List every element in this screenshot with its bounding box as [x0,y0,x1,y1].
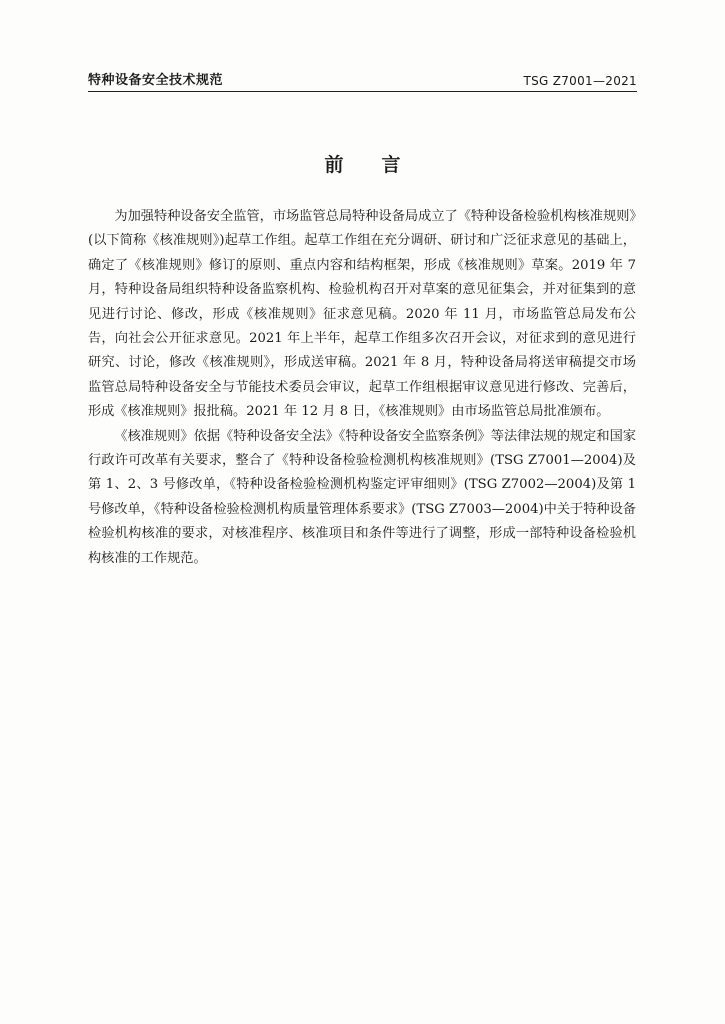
paragraph-2: 《核准规则》依据《特种设备安全法》《特种设备安全监察条例》等法律法规的规定和国家行政许可改革有关要求，整合了《特种设备检验检测机构核准规则》(TSG Z7001—2004)及第 1、2、3 号修改单，《特种设备检验检测机构鉴定评审细则》(TSG Z7002—2004)及第 1 号修改单，《特种设备检验检测机构质量管理体系要求》(TSG Z7003—2004)中关于特种设备检验机构核准的要求，对核准程序、核准项目和条件等进行了调整，形成一部特种设备检验机构核准的工作规范。 [88,428,636,566]
paragraph-1: 为加强特种设备安全监管，市场监管总局特种设备局成立了《特种设备检验机构核准规则》(以下简称《核准规则》)起草工作组。起草工作组在充分调研、研讨和广泛征求意见的基础上，确定了《核准规则》修订的原则、重点内容和结构框架，形成《核准规则》草案。2019 年 7 月，特种设备局组织特种设备监察机构、检验机构召开对草案的意见征集会，并对征集到的意见进行讨论、修改，形成《核准规则》征求意见稿。2020 年 11 月，市场监管总局发布公告，向社会公开征求意见。2021 年上半年，起草工作组多次召开会议，对征求到的意见进行研究、讨论，修改《核准规则》，形成送审稿。2021 年 8 月，特种设备局将送审稿提交市场监管总局特种设备安全与节能技术委员会审议，起草工作组根据审议意见进行修改、完善后，形成《核准规则》报批稿。2021 年 12 月 8 日，《核准规则》由市场监管总局批准颁布。 [88,209,636,420]
header-series-title: 特种设备安全技术规范 [88,73,224,88]
document-body [88,205,636,571]
page-title: 前言 [324,154,439,176]
header-standard-number: TSG Z7001—2021 [523,74,637,88]
page-header [88,66,637,92]
